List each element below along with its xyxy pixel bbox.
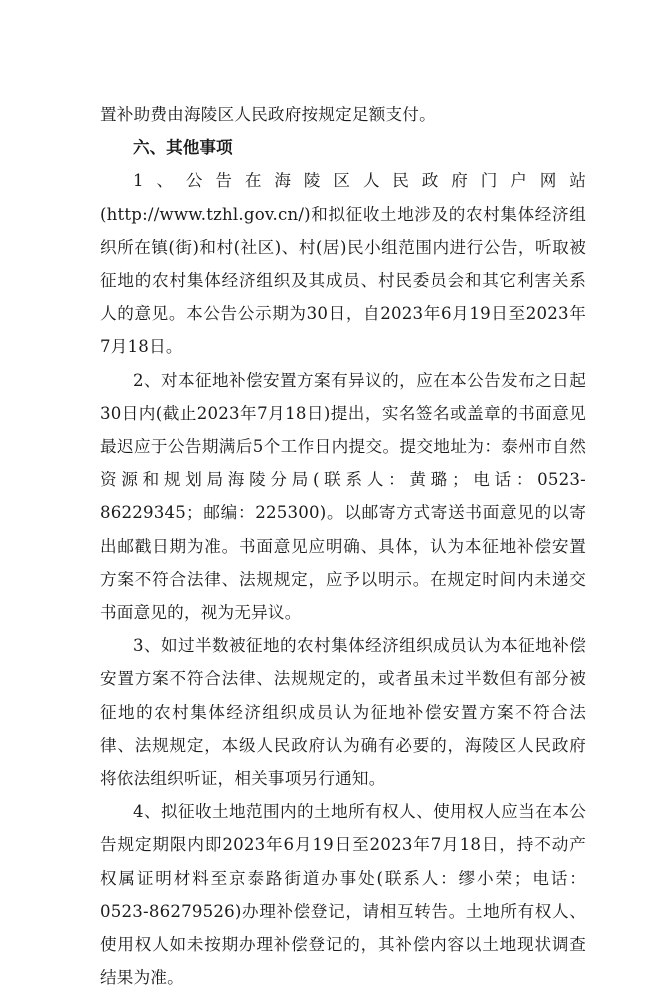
item-2-paragraph: 2、对本征地补偿安置方案有异议的，应在本公告发布之日起30日内(截止2023年7月18日)提出，实名签名或盖章的书面意见最迟应于公告期满后5个工作日内提交。提交地址为：泰州市自然资源和规划局海陵分局(联系人：黄璐；电话：0523-86229345；邮编：225300)。以邮寄方式寄送书面意见的以寄出邮戳日期为准。书面意见应明确、具体，认为本征地补偿安置方案不符合法律、法规规定，应予以明示。在规定时间内未递交书面意见的，视为无异议。 (100, 370, 586, 623)
item-1-paragraph: 1、公告在海陵区人民政府门户网站(http://www.tzhl.gov.cn/)和拟征收土地涉及的农村集体经济组织所在镇(街)和村(社区)、村(居)民小组范围内进行公告，听取被征地的农村集体经济组织及其成员、村民委员会和其它利害关系人的意见。本公告公示期为30日，自2023年6月19日至2023年7月18日。 (100, 171, 586, 357)
item-3-paragraph: 3、如过半数被征地的农村集体经济组织成员认为本征地补偿安置方案不符合法律、法规规定的，或者虽未过半数但有部分被征地的农村集体经济组织成员认为征地补偿安置方案不符合法律、法规规定，本级人民政府认为确有必要的，海陵区人民政府将依法组织听证，相关事项另行通知。 (100, 636, 586, 789)
section-heading: 六、其他事项 (133, 138, 233, 158)
continued-paragraph: 置补助费由海陵区人民政府按规定足额支付。 (100, 105, 436, 124)
item-4-paragraph: 4、拟征收土地范围内的土地所有权人、使用权人应当在本公告规定期限内即2023年6月19日至2023年7月18日，持不动产权属证明材料至京泰路街道办事处(联系人：缪小荣；电话：0523-86279526)办理补偿登记，请相互转告。土地所有权人、使用权人如未按期办理补偿登记的，其补偿内容以土地现状调查结果为准。 (100, 802, 586, 988)
document-body (100, 98, 586, 994)
